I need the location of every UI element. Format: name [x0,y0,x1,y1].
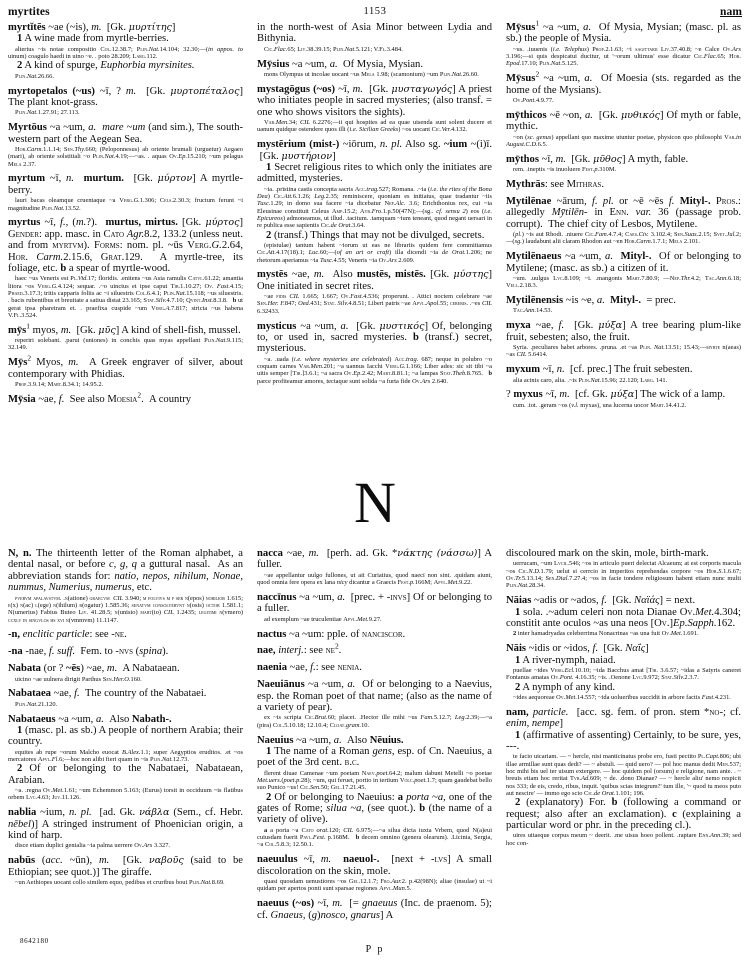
entry-mythicos [506,110,741,148]
entry-naeuulus [257,854,492,892]
entry-headword-block: Mȳsius ~a ~um, a. Of Mysia, Mysian. [257,58,423,70]
entry-naeuus [257,898,492,921]
top-half-columns [8,18,742,415]
entry-naeuus-cont [506,548,741,590]
entry-mysia [8,390,243,405]
entry-citations: cum. .tot. .geram ~os (v.l. myxas), una lucerna uocor Mart.14.41.2. [513,401,687,409]
entry-headword-block: Mytilēnae ~ārum, f. pl. or ~ē ~ēs f. Mityl-. Pros.: allegedly Mȳtilēn- in Enn. var. 36 (passage prob. corrupt). The chief city of Lesbos, Mytilene. [506,195,741,230]
entry-headword-block: N, n. The thirteenth letter of the Roman alphabet, a dental nasal, or before c, g, q a guttural nasal. As an abbreviation stands for: natio, nepos, nihilum, Nonae, nummus, Numerius, numerus, etc. [8,548,244,594]
entry-myxus [506,389,741,409]
signature-mark: P p [365,944,385,955]
entry-mystes [257,269,492,315]
entry-nam [506,707,741,847]
section-letter-heading: N [354,470,396,535]
entry-headword-block: mystēs ~ae, m. Also mustēs, mistēs. [Gk. μύστης] One initiated in secret rites. [257,269,492,292]
running-head-left: myrtites [8,6,50,18]
entry-mysus1 [506,18,742,68]
entry-headword-block: Mȳsia ~ae, f. See also Moesia$^2$. A country [8,390,192,405]
bottom-half-columns [8,548,742,926]
entry-headword-block: Mȳsus$^2$ ~a ~um, a. Of Moesia (sts. regarded as the home of the Mysians). [506,69,742,96]
entry-citations: flerent diuae Camenae ~um poetam Naev.poet.64.2; malum dabunt Metelli ~o poetae Met.uers.(poet.p.28); ~um, qui feruet, portio in tertium Volc.poet.1.7; quam gaudebat bello suo Punico ~us! Cic.Sen.50; Gel.17.21.45. [257,769,493,792]
entry-headword-block: naccīnus ~a ~um, a. [prec. + -invs] Of or belonging to a fuller. [257,591,492,615]
entry-citations: lauri bacas oleamque cruentaque ~a Verg.G.1.306; Cels.2.30.3; fructum ferunt ~i magnitudine Plin.Nat.13.52. [8,197,243,212]
entry-citations: uicino ~ae uulnera dirigit Parthus Sen.Her.O.160. [15,675,142,683]
entry-headword-block: Mythrās: see Mithras. [506,178,604,190]
entry-headword-block: naeuus (~os) ~ī, m. [= gnaeuus (Inc. de praenom. 5); cf. Gnaeus, (g)nosco, gnarus] A [257,898,492,921]
entry-headword-block: mysticus ~a ~um, a. [Gk. μυστικός] Of, belonging to, or used in, sacred mysteries. b (transf.) secret, mysterious. [257,320,492,355]
entry-myxum [506,364,741,384]
entry-headword-block: myrtopetalos (~us) ~ī, ? m. [Gk. μυρτοπέταλος] The plant knot-grass. [8,85,243,109]
entry-citations: ~a. .uada (i.e. where mysteries are celebrated) Acc.trag. 687; neque in polubro ~o coquam carnes Var.Men.201; ~a uannus Iacchi Verg.G.1.166; Liber ades: sic sit tibi ~a uitis semper [Tib.]3.6.1; ~a sacra Ov.Ep.2.42; Mart.8.81.1; ~a lampas Stat.Theb.8.765. b parce profiteamur amores, tectaque sunt solida ~a furta fide Ov.Ars 2.640. [257,355,493,385]
entry-headword-block: -na -nae, f. suff. Fem. to -nvs (spina). [8,646,169,658]
entry-nais [506,643,741,701]
entry-citations: Prop.3.9.14; Mart.8.34.1; 14.95.2. [15,380,104,388]
folio-number: 8642180 [20,937,49,945]
entry-citations: uerrucam, ~um Lvcil.546; ~os in articulo pueri delectat Alcaeum; at est corporis macula ~os Cic.N.D.1.79; uelut si cerrcio in imperitos reprehendas corpore ~os Hor.S.1.6.67; Ov.Tr.5.13.14; Sen.Dial.7.27.4; ~os in facie tondere religiosum habent etiam nunc multi Plin.Nat.28.34. [506,560,741,590]
entry-sense: 2 (explanatory) For. b (following a command or request; also after an exclamation). c (explaining a particular word or phr. in the preceding cl.). [506,797,741,831]
bottom-column-2 [257,548,492,926]
entry-headword-block: Mȳsus$^1$ ~a ~um, a. Of Mysia, Mysian; (masc. pl. as sb.) the people of Mysia. [506,18,742,45]
entry-nabus [8,855,243,886]
entry-sense: 1 A river-nymph, naiad. [515,654,616,666]
bottom-column-1 [8,548,243,926]
entry-headword-block: mȳthicos ~ē ~on, a. [Gk. μυθικός] Of myth or fable, mythic. [506,109,741,133]
entry-headword-block: nae, interj.: see $ne^2$. [257,641,342,657]
entry-citations: puellae ~ides Verg.Ecl.10.10; ~ida Bacchus amat [Tib. 3.6.57; ~idas a Satyris caneret Fontanus amatas Ov.Pont. 4.16.35; ~is. .Oenone Lvc.9.972; Stat.Silv.2.3.7. [506,666,741,682]
entry-citations: alia acinis caro, alia. .~is Plin.Nat.15.96; 22.120; Larg. 141. [513,376,668,384]
entry-sense: 2 Of or belonging to Naeuius: a porta ~a, one of the gates of Rome; silua ~a, (see quot.). b (the name of a variety of olive). [257,791,492,826]
entry-myrtus [8,217,243,319]
entry-sense: 1 sola. .~adum celeri non nota Dianae Ov.Met.4.304; constitit ante oculos ~as una neos [Ov.]Ep.Sapph.162. [506,606,741,629]
entry-citations: 2 inter hamadryadas celeberrima Nonacrinas ~as una fuit Ov.Met.1.691. [513,630,699,638]
entry-citations: a a porta ~a Cato orat.120; CIL 6.975;—~a silua dicta iuxta Vrbem, quod N(a)eui cuiusdam fuerit Pavl.Fest. p.168M. b decem omnino (genera olearum). .Licinia, Sergia, ~a Col.5.8.3; 12.50.1. [257,826,492,849]
entry-headword-block: myxa ~ae, f. [Gk. μύξα] A tree bearing plum-like fruit, sebesten; also, the fruit. [506,320,741,343]
entry-nabataea [8,688,243,708]
entry-headword-block: nactus ~a ~um: pple. of nanciscor. [257,628,406,640]
entry-headword-block: mystagōgus (~os) ~ī, m. [Gk. μυσταγωγός] A priest who initiates people in sacred mysteries; (also transf. = one who shows visitors the sights). [257,83,492,118]
entry-citations: Cic.Flac.65; Liv.38.39.15; Plin.Nat.5.121; V.Fl.3.484. [264,45,403,53]
entry-citations: ~on (sc. genus) appellant quo maxime utuntur poetae, physicon quo philosophi Var.in August.C.D.6.5. [506,133,741,148]
entry-headword-block: mȳs$^1$ myos, m. [Gk. μῦς] A kind of shell-fish, mussel. [8,321,241,336]
entry-mytilenae [506,196,741,246]
entry-myrtous [8,122,243,168]
top-column-2 [257,22,492,415]
entry-citations: disce etiam duplici genialia ~ia palma uerrere Ov.Ars 3.327. [15,842,171,850]
entry-citations: Ov.Pont.4.9.77. [513,97,554,105]
entry-headword-block: ? myxus ~ī, m. [cf. Gk. μύξα] The wick of a lamp. [506,389,726,401]
entry-citations: Syria. .peculiares habet arbores. .pruna. .et ~as Plin. Nat.13.51; 15.43;—myrte n(aeas) ~as CIL 5.6414. [506,344,741,359]
entry-headword-block: Nāis ~idis or ~idos, f. [Gk. Ναΐς] [506,643,649,655]
entry-sense: 1 A wine made from myrtle-berries. [17,33,169,45]
entry-headword-block: mȳthos ~ī, m. [Gk. μῦθος] A myth, fable. [506,153,689,165]
entry-mysius [257,59,492,79]
entry-citations: ~a. .regna Ov.Met.1.61; ~um Echemmon 5.163; (Eurus) torsit in occiduum ~is flatibus orbem Lvc.4.63; Juv.11.126. [8,787,243,802]
page-number: 1153 [363,6,387,17]
entry-citations: Hor.Carm.1.1.14; Sen.Thy.660; (Peloponnesus) ab oriente brumali (urguetur) Aegaeo (mari), ab oriente solstitiali ~o Plin.Nat.4.19;—~as. . aquas Ov.Ep.15.210; ~um pelagus Mela 2.37. [8,146,243,168]
entry-mytilenaeus [506,251,741,289]
top-column-3 [506,18,742,415]
running-head-right-text: nam [719,6,742,18]
entry-naenia [257,662,492,673]
entry-mytilenensis [506,295,741,315]
entry-myrtites [8,22,243,80]
entry-headword-block: Myrtōus ~a ~um, a. mare ~um (and sim.), The south-western part of the Aegean Sea. [8,122,244,145]
entry-mythos [506,154,741,174]
entry-sense: 1 The name of a Roman gens, esp. of Cn. Naeuius, a poet of the 3rd cent. b.c. [257,745,492,769]
entry-mystagogus [257,84,492,134]
entry-citations: ~ides aequoreae Ov.Met.14.557; ~ida uoluerībus succīdit in arbore factis Fast.4.231. [513,693,731,701]
entry-headword-block: Nāias ~adis or ~ados, f. [Gk. Ναϊάς] = next. [506,595,696,607]
entry-citations: Var.Men.34; CIL 6.2276;—ii qui hospites ad ea quae uisenda sunt solent ducere et uanum quidque ostendere quos illi (i.e. Sicilian Greeks) ~os uocant Cic.Ver.4.132. [257,119,492,134]
entry-n-enclitic [8,629,243,640]
entry-nactus [257,629,492,640]
entry-mysterium [257,139,492,264]
entry-mysus2 [506,69,742,105]
entry-citations: Tac.Ann.14.53. [513,307,553,315]
running-head-right [720,6,742,18]
entry-citations: Plin.Nat.21.120. [15,700,58,708]
entry-citations: reperiri solebant. .parui (uniones) in conchis quas myas appellant Plin.Nat.9.115; 32.149. [8,337,243,352]
entry-headword-block: mystērium (mist-) ~iōrum, n. pl. Also sg. ~ium ~(i)ī. [Gk. μυστήριον] [257,139,492,162]
entry-myrtopetalos [8,86,243,117]
entry-headword-block: Naeuiānus ~a ~um, a. Of or belonging to a Naevius, esp. the Roman poet of that name; (also as the name of a variety of pear). [257,679,493,714]
entry-headword-block: nacca ~ae, m. [perh. ad. Gk. *νάκτης (νάσσω)] A fuller. [257,548,492,571]
entry-headword-block: nablia ~ium, n. pl. [ad. Gk. νάβλα (Sem., cf. Hebr. nēbel)] A stringed instrument of Phoenician origin, a kind of harp. [8,807,243,842]
entry-letter-n [8,548,243,624]
entry-naccinus [257,592,492,623]
entry-citations: (epistulae) tantum habent ~iorum ut eas ne librariis quidem fere committamus Cic.Att.4.17(18).1; Luc.60;—(of an art or craft) illa dicendi ~ia de Orat.1.206; ne rhetorum aperiamus ~ia Tusc.4.55; Veneris ~ia Ov.Ars 2.609. [257,241,492,264]
entry-headword-block: myrtum ~ī, n. murtum. [Gk. μύρτον] A myrtle-berry. [8,173,243,196]
entry-citations: ex ~is scripta Cic.Brut.60; placet. .Hector ille mihi ~us Fam.5.12.7; Leg.2.39;—~a (pira) Col.5.10.18; 12.10.4; Cloat.gram.10. [257,714,492,729]
entry-headword-block: Naeuius ~a ~um, a. Also Nēuius. [257,734,404,746]
entry-citations: ad exemplum ~ae truculentiae Apvl.Met.9.27. [264,615,382,623]
entry-sense: 1 Secret religious rites to which only the initiates are admitted, mysteries. [257,161,492,185]
entry-headword-block: Mytilēnaeus ~a ~um, a. Mityl-. Of or belonging to Mytilene; (masc. as sb.) a citizen of it. [506,251,742,274]
entry-headword-block: discoloured mark on the skin, mole, birth-mark. [506,548,709,559]
entry-headword-block: myrtus ~ī, f., (m.?). murtus, mirtus. [Gk. μύρτος] Gender: app. masc. in Cato Agr.8.2, 133.2 (unless neut. and from myrtvm). Forms: nom. pl. ~ūs Verg.G.2.64, Hor. Carm.2.15.6, Grat.129. A myrtle-tree, its foliage, etc. b a spear of myrtle-wood. [8,217,244,274]
entry-mysia-cont [257,22,492,53]
entry-sense: 1 (affirmative of assenting) Certainly, to be sure, yes, ---. [506,729,741,752]
entry-headword-block: naenia ~ae, f.: see nenia. [257,662,362,674]
entry-citations: ~ia. .prīstina castis concepta sacris Acc.trag.527; Romana. .~ia (i.e. the rites of the Bona Dea) Cic.Att.6.1.26; Leg.2.35; reminiscere, quoniam es initiatus, quae tradantur ~iis Tusc.1.29; in domo sua facere ~ia dicebatur Nep.Alc. 3.6; Erichthonius rex, cui ~ia Eleusinae constituit Celeus Amp.15.2; Avr.Fro.1.p.50(47N);—(sg.. cf. sensu 2) eos (i.e. Epicureos) admoneamus, ut illud. .tacitum. .tamquam ~ium teneant, quod negant uersari in re publica esse sapientis Cic.de Orat.3.64. [257,185,492,230]
entry-citations: ~ae fidis CIL 1.665; 1.667; Ov.Fast.4.536; properunt. . Attici noctem celebrare ~ae Sen.Her. F.847; Oed.431; Stat. Silv.4.8.51; Liberi patris ~ae Apvl.Apol.55; cereris. .~es CIL 6.32433. [257,293,492,315]
entry-headword-block: Nabataea ~ae, f. The country of the Nabataei. [8,688,207,700]
entry-citations: te facio uicariam. — ~ hercle, nisi manticinatus probe ero, fusti pectito Pl.Capt.806; ubi illae armillae sunt quas dedi? — ~ abstuli. — quid uero? — pol hoc manus dedit Men.537; hoc mihi bis uel ter uisum extergere. — hoc quidem pol (orsum) e religione, nam ante. . ~ breuis etiam hoc reritat Tvr.Ad.609; ~ de. .dono Dianae? — ~ hercle aliu' nemo respicit nos 333; de eis, credo, ribus, inquit. 'quibus scias integrum?' tum ille, '~ quod tu meos puto aut nescire' — immo ego scio Cic.de Orat.1.101; 196. [506,753,741,797]
entry-citations: quasi quosdam uenustiores ~os Gel.12.1.7; Fro.Aur.2. p.42(98N); aliae (insulae) ut ~i quidam per apertos ponti sunt sparsae regiones Apvl.Mun.5. [257,878,492,893]
entry-myrtum [8,173,243,211]
bottom-column-3 [506,548,741,926]
entry-nae [257,641,492,657]
top-column-1 [8,22,243,415]
entry-nabataeus [8,714,243,802]
entry-headword-block: Nabata (or ? ~ēs) ~ae, m. A Nabataean. [8,663,180,675]
entry-naeuius [257,735,492,849]
entry-citations: mons Olympus ut incolae uocant ~us Mela 1.98; (scamonium) ~um Plin.Nat.26.60. [264,71,479,79]
entry-citations: ~ae appellantur uulgo fullones, ut ait Curiatius, quod naecī non sint. .quidam aiunt, quod omnia fere opera ex lana nicy dicantur a Graecis Fest.p.166M; Apvl.Met.9.22. [257,571,492,587]
entry-headword-block: naeuulus ~ī, m. naeuol-. [next + -lvs] A small discoloration on the skin, mole. [257,854,492,877]
entry-mys1 [8,321,243,352]
entry-citations: pvervm apalavstvm. .n(atione) graecvm CIL 3.940; m folvivs m f ser n(epos) nobilior 1.615; e(x) n(ac) l(ege) n(ihilum) r(ogatur) 1.585.36; senatvm consolvervnt n(osis) octob 1.581.1; N(umerius) Fabius Buteo Liv. 41.28.5; n(unisio) mart(io) CIL 1.2435; legitimi n(vmero) ccxlv in singvlos hs xvi n(vmmvm) 11.1147. [8,594,243,624]
entry-sense: 2 (transf.) Things that may not be divulged, secrets. [266,229,485,241]
entry-sense: 1 (masc. pl. as sb.) A people of northern Arabia; their country. [8,724,243,748]
entry-citations: haec ~us Veneris est Pl.Vid.17; floridis. .enitens ~us Asia ramulis Catvl.61.22; amantia litora ~os Verg.G.4.124; sequar. .~o uinctus et ipse caput Tib.1.10.27; Ov. Fast.4.15; Phaed.3.17.3; tritis capparis foliis ac ~i siluestris Col.6.4.1; Plin.Nat.15.118; ~us siluestris. . bacis rubentibus et breuitate a satiua distat 23.165; Stat.Silv.4.7.10; Qvint.Inst.8.3.8. b ut gerat ipsa pharetram et. . praefixa cuspide ~um Verg.A.7.817; stricta ~us habena V.Fl.3.524. [8,275,244,319]
entry-sense: 2 A nymph of any kind. [515,681,616,693]
entry-citations: rem. .ineptis ~is inuoluere Fest.p.310M. [513,166,617,174]
entry-citations: Plin.Nat.26.66. [15,72,54,80]
entry-headword-block: in the north-west of Asia Minor between Lydia and Bithynia. [257,22,492,45]
entry-headword-block: Mytilēnensis ~is ~e, a. Mityl-. = prec. [506,295,676,307]
entry-headword-block: Mȳs$^2$ Myos, m. A Greek engraver of silver, about contemporary with Phidias. [8,353,243,380]
entry-headword-block: nabūs (acc. ~ūn), m. [Gk. ναβοῦς (said to be Ethiopian; see quot.)] The giraffe. [8,855,243,878]
entry-naias [506,595,741,638]
entry-headword-block: myxum ~ī, n. [cf. prec.] The fruit sebesten. [506,364,693,376]
entry-myxa [506,320,741,358]
entry-citations: Plin.Nat.1.27.91; 27.113. [15,109,80,117]
entry-citations: ~un Aethiopes uocant collo similem equo, pedibus et cruribus boui Plin.Nat.8.69. [15,879,225,887]
entry-mythras [506,179,741,190]
entry-citations: equites ab rupe ~orum Malcho euocat B.Alex.1.1; super Aegyptios eruditos. .et ~os mercatores Apvl.Fl.6;—hoc non alibi fieri quam in ~is Plin.Nat.12.73. [8,748,243,764]
entry-citations: ~um. .uulgus Lvc.8.109; ~i. .mangonis Mart.7.80.9; —Nep.Thr.4.2; Tac.Ann.6.18; Vell.2.18.3. [506,274,742,290]
entry-citations: (pl.) ~is aut Rhodi. .niuere Cic.Fam.4.7.4; Caes.Civ. 3.102.4; Sen.Suas.2.15; Svet.Jul.2;—(sg.) laudabunt alii claram Rhodon aut ~en Hor.Carm.1.7.1; Mela 2.101. [506,231,742,246]
entry-headword-block: Nabataeus ~a ~um, a. Also Nabath-. [8,713,172,725]
entry-sense: 2 Of or belonging to the Nabataei, Nabataean, Arabian. [8,763,243,786]
entry-citations: alterius ~is notae compositio Col.12.38.7; Plin.Nat.14.104; 32.30;—(in appos. to uinum) coagulo haedi in uino ~e. . poto 28.209; Larg.112. [8,45,244,61]
entry-na-suffix [8,646,243,657]
entry-nacca [257,548,492,586]
entry-naeuianus [257,679,492,729]
entry-headword-block: myrtĭtēs ~ae (~is), m. [Gk. μυρτίτης] [8,22,176,33]
entry-citations: uires uitaeque corpus meum ~ deerit. .me uisus hoeo pollent. .raptare Enn.Ann.39; sed hoc con- [506,832,741,847]
entry-mys2 [8,353,243,388]
entry-mysticus [257,321,492,385]
entry-sense: 2 A kind of spurge, Euphorbia myrsinites. [17,60,195,72]
entry-headword-block: nam, particle. [acc. sg. fem. of pron. stem *no-; cf. enim, nempe] [506,706,741,730]
entry-headword-block: -n, enclitic particle: see -ne. [8,629,127,641]
entry-citations: ~us. .iuuenis (i.e. Telephus) Prop.2.1.63; ~i sagittarii Liv.37.40.8; ~e Calce Ov.Ars 3.196;—si quis despicatui ducitur, ut '~orum ultimus' esse dicatur Cic.Flac.65; Hor. Epod.17.10; Plin.Nat.5.125. [506,45,741,68]
entry-nablia [8,807,243,850]
entry-nabata [8,663,243,683]
